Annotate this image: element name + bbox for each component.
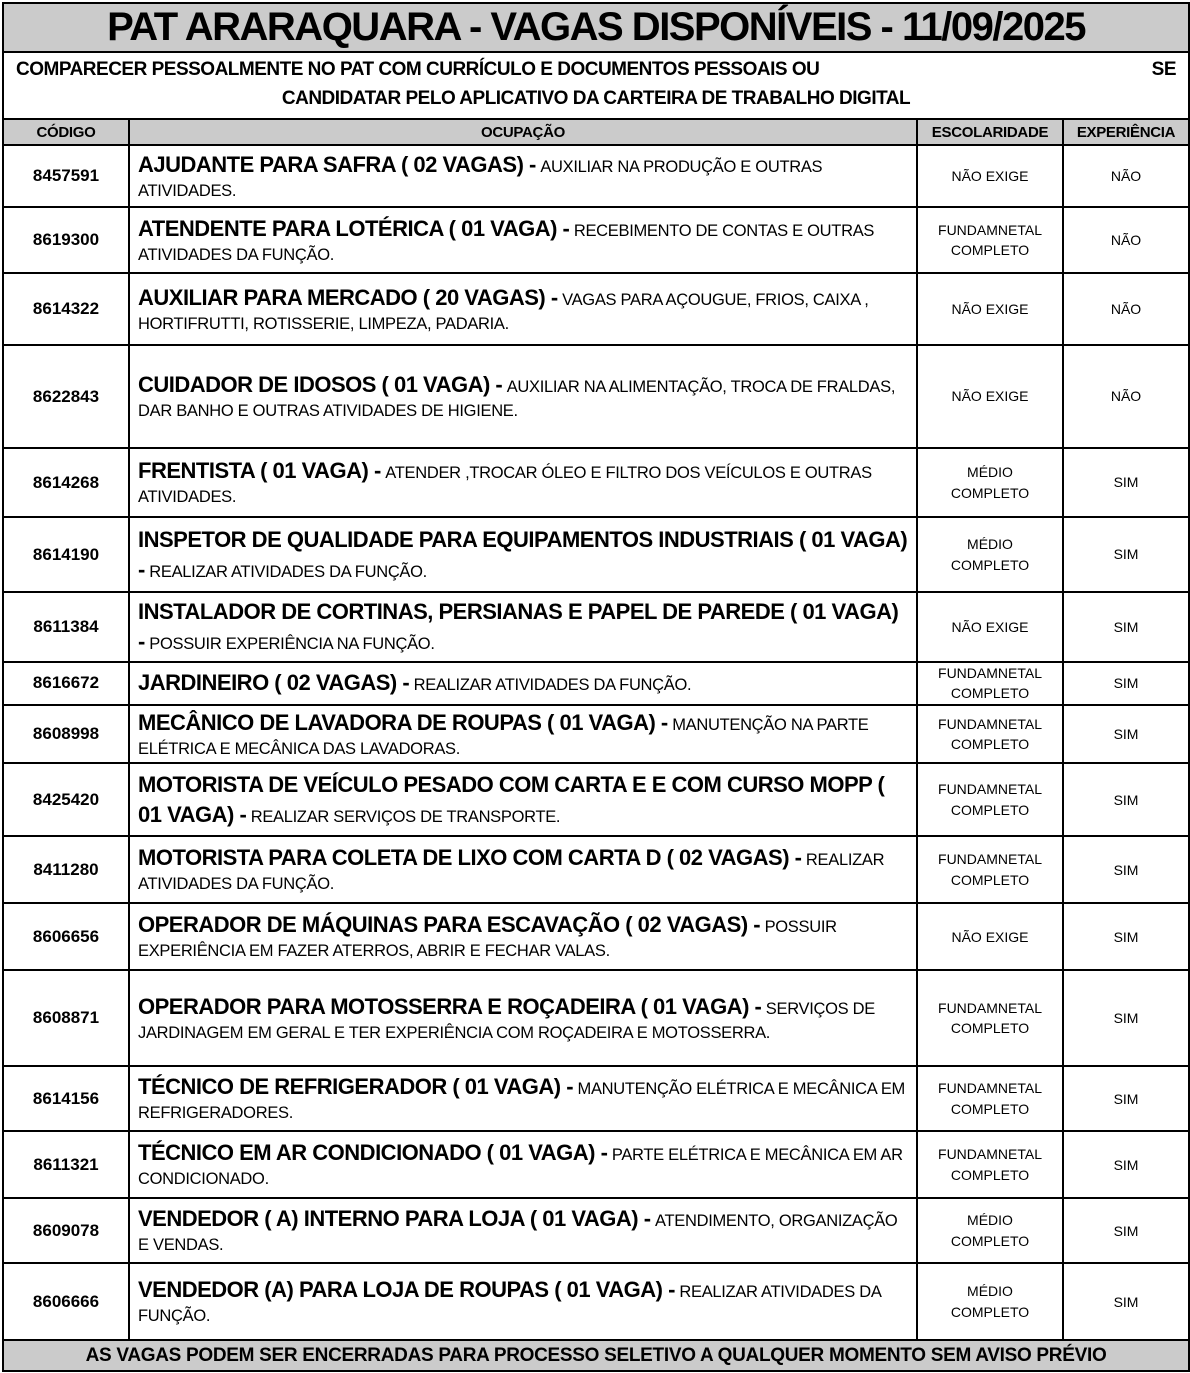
instructions-line1-right: SE	[1151, 59, 1177, 80]
job-experience-cell: SIM	[1063, 763, 1189, 836]
job-row	[3, 592, 1189, 662]
job-education-cell: MÉDIO COMPLETO	[917, 1263, 1063, 1340]
job-education-cell: NÃO EXIGE	[917, 145, 1063, 207]
job-row	[3, 1066, 1189, 1131]
job-occupation-cell	[129, 345, 917, 448]
job-occupation-cell	[129, 1263, 917, 1340]
instructions-line2: CANDIDATAR PELO APLICATIVO DA CARTEIRA DE TRABALHO DIGITAL	[281, 87, 911, 109]
job-description: MANUTENÇÃO NA PARTE ELÉTRICA E MECÂNICA DAS LAVADORAS.	[138, 715, 869, 758]
job-education-cell: MÉDIO COMPLETO	[917, 517, 1063, 592]
job-experience-cell: NÃO	[1063, 345, 1189, 448]
job-title: CUIDADOR DE IDOSOS ( 01 VAGA) -	[138, 372, 503, 398]
job-occupation-cell	[129, 763, 917, 836]
job-experience-cell: SIM	[1063, 1131, 1189, 1198]
job-occupation-cell	[129, 207, 917, 273]
job-occupation-cell	[129, 705, 917, 764]
job-education-cell: NÃO EXIGE	[917, 592, 1063, 662]
job-occupation-cell	[129, 592, 917, 662]
job-title: TÉCNICO EM AR CONDICIONADO ( 01 VAGA) -	[138, 1140, 608, 1166]
column-header-row	[3, 119, 1189, 145]
job-title: INSTALADOR DE CORTINAS, PERSIANAS E PAPEL DE PAREDE ( 01 VAGA) -	[138, 599, 899, 654]
job-row	[3, 207, 1189, 273]
job-row	[3, 836, 1189, 903]
job-code-cell: 8457591	[3, 145, 129, 207]
job-code-cell: 8606656	[3, 903, 129, 970]
job-occupation-cell	[129, 903, 917, 970]
job-code-cell: 8614268	[3, 448, 129, 517]
job-education-cell: FUNDAMNETAL COMPLETO	[917, 1131, 1063, 1198]
job-occupation-cell	[129, 836, 917, 903]
job-code-cell: 8614190	[3, 517, 129, 592]
job-experience-cell: SIM	[1063, 662, 1189, 705]
job-title: VENDEDOR (A) PARA LOJA DE ROUPAS ( 01 VAGA) -	[138, 1277, 675, 1303]
job-code-cell: 8606666	[3, 1263, 129, 1340]
job-row	[3, 970, 1189, 1066]
job-row	[3, 1131, 1189, 1198]
job-code-cell: 8611384	[3, 592, 129, 662]
job-row	[3, 345, 1189, 448]
job-description: PARTE ELÉTRICA E MECÂNICA EM AR CONDICIONADO.	[138, 1146, 903, 1189]
job-title: VENDEDOR ( A) INTERNO PARA LOJA ( 01 VAGA) -	[138, 1206, 651, 1232]
job-experience-cell: NÃO	[1063, 207, 1189, 273]
job-education-cell: NÃO EXIGE	[917, 273, 1063, 345]
job-code-cell: 8619300	[3, 207, 129, 273]
job-experience-cell: SIM	[1063, 1263, 1189, 1340]
page-title: PAT ARARAQUARA - VAGAS DISPONÍVEIS - 11/09/2025	[3, 3, 1189, 52]
job-education-cell: FUNDAMNETAL COMPLETO	[917, 207, 1063, 273]
job-experience-cell: SIM	[1063, 448, 1189, 517]
job-title: OPERADOR PARA MOTOSSERRA E ROÇADEIRA ( 01 VAGA) -	[138, 993, 762, 1019]
job-code-cell: 8611321	[3, 1131, 129, 1198]
column-header-education: ESCOLARIDADE	[917, 119, 1063, 145]
job-description: AUXILIAR NA PRODUÇÃO E OUTRAS ATIVIDADES.	[138, 157, 823, 200]
column-header-occupation: OCUPAÇÃO	[129, 119, 917, 145]
job-title: JARDINEIRO ( 02 VAGAS) -	[138, 670, 410, 696]
job-description: REALIZAR SERVIÇOS DE TRANSPORTE.	[250, 807, 561, 826]
job-experience-cell: SIM	[1063, 705, 1189, 764]
instructions-row	[3, 52, 1189, 119]
job-occupation-cell	[129, 145, 917, 207]
job-education-cell: FUNDAMNETAL COMPLETO	[917, 836, 1063, 903]
job-title: MOTORISTA PARA COLETA DE LIXO COM CARTA D ( 02 VAGAS) -	[138, 845, 802, 871]
job-experience-cell: SIM	[1063, 970, 1189, 1066]
job-description: REALIZAR ATIVIDADES DA FUNÇÃO.	[413, 676, 692, 695]
job-code-cell: 8614322	[3, 273, 129, 345]
job-row	[3, 1263, 1189, 1340]
job-row	[3, 705, 1189, 764]
job-code-cell: 8608998	[3, 705, 129, 764]
job-occupation-cell	[129, 448, 917, 517]
job-description: POSSUIR EXPERIÊNCIA NA FUNÇÃO.	[149, 635, 435, 653]
job-experience-cell: NÃO	[1063, 273, 1189, 345]
job-occupation-cell	[129, 273, 917, 345]
job-description: MANUTENÇÃO ELÉTRICA E MECÂNICA EM REFRIGERADORES.	[138, 1080, 906, 1123]
footer-notice: AS VAGAS PODEM SER ENCERRADAS PARA PROCESSO SELETIVO A QUALQUER MOMENTO SEM AVISO PRÉVIO	[3, 1340, 1189, 1371]
instructions-line1	[16, 56, 1176, 85]
job-title: ATENDENTE PARA LOTÉRICA ( 01 VAGA) -	[138, 215, 570, 241]
job-experience-cell: SIM	[1063, 592, 1189, 662]
job-title: AJUDANTE PARA SAFRA ( 02 VAGAS) -	[138, 151, 536, 177]
job-row	[3, 1198, 1189, 1263]
job-description: SERVIÇOS DE JARDINAGEM EM GERAL E TER EXPERIÊNCIA COM ROÇADEIRA E MOTOSSERRA.	[138, 999, 875, 1042]
job-description: ATENDER ,TROCAR ÓLEO E FILTRO DOS VEÍCULOS E OUTRAS ATIVIDADES.	[138, 464, 872, 507]
job-row	[3, 517, 1189, 592]
job-code-cell: 8609078	[3, 1198, 129, 1263]
job-experience-cell: SIM	[1063, 1066, 1189, 1131]
job-education-cell: MÉDIO COMPLETO	[917, 448, 1063, 517]
job-experience-cell: SIM	[1063, 1198, 1189, 1263]
job-education-cell: FUNDAMNETAL COMPLETO	[917, 1066, 1063, 1131]
job-experience-cell: SIM	[1063, 517, 1189, 592]
job-education-cell: FUNDAMNETAL COMPLETO	[917, 662, 1063, 705]
job-row	[3, 903, 1189, 970]
column-header-code: CÓDIGO	[3, 119, 129, 145]
job-education-cell: MÉDIO COMPLETO	[917, 1198, 1063, 1263]
job-title: INSPETOR DE QUALIDADE PARA EQUIPAMENTOS INDUSTRIAIS ( 01 VAGA) -	[138, 526, 908, 582]
job-experience-cell: SIM	[1063, 836, 1189, 903]
job-title: MECÂNICO DE LAVADORA DE ROUPAS ( 01 VAGA) -	[138, 709, 668, 735]
job-code-cell: 8608871	[3, 970, 129, 1066]
job-occupation-cell	[129, 1131, 917, 1198]
vacancies-table	[2, 2, 1190, 1372]
column-header-experience: EXPERIÊNCIA	[1063, 119, 1189, 145]
job-description: ATENDIMENTO, ORGANIZAÇÃO E VENDAS.	[138, 1212, 898, 1255]
job-education-cell: FUNDAMNETAL COMPLETO	[917, 763, 1063, 836]
job-row	[3, 273, 1189, 345]
job-row	[3, 662, 1189, 705]
job-code-cell: 8425420	[3, 763, 129, 836]
job-description: REALIZAR ATIVIDADES DA FUNÇÃO.	[138, 851, 885, 894]
footer-row	[3, 1340, 1189, 1371]
job-occupation-cell	[129, 1198, 917, 1263]
job-education-cell: FUNDAMNETAL COMPLETO	[917, 970, 1063, 1066]
job-education-cell: FUNDAMNETAL COMPLETO	[917, 705, 1063, 764]
job-title: TÉCNICO DE REFRIGERADOR ( 01 VAGA) -	[138, 1074, 574, 1100]
job-title: FRENTISTA ( 01 VAGA) -	[138, 458, 381, 484]
title-row	[3, 3, 1189, 52]
job-title: MOTORISTA DE VEÍCULO PESADO COM CARTA E E COM CURSO MOPP ( 01 VAGA) -	[138, 771, 885, 827]
job-description: REALIZAR ATIVIDADES DA FUNÇÃO.	[138, 1283, 881, 1326]
job-occupation-cell	[129, 970, 917, 1066]
job-title: OPERADOR DE MÁQUINAS PARA ESCAVAÇÃO ( 02 VAGAS) -	[138, 912, 761, 938]
job-description: VAGAS PARA AÇOUGUE, FRIOS, CAIXA , HORTIFRUTTI, ROTISSERIE, LIMPEZA, PADARIA.	[138, 290, 869, 333]
job-code-cell: 8622843	[3, 345, 129, 448]
job-occupation-cell	[129, 517, 917, 592]
job-row	[3, 763, 1189, 836]
job-code-cell: 8411280	[3, 836, 129, 903]
job-title: AUXILIAR PARA MERCADO ( 20 VAGAS) -	[138, 284, 558, 310]
job-occupation-cell	[129, 662, 917, 705]
job-education-cell: NÃO EXIGE	[917, 345, 1063, 448]
job-code-cell: 8616672	[3, 662, 129, 705]
job-row	[3, 145, 1189, 207]
job-experience-cell: SIM	[1063, 903, 1189, 970]
job-description: RECEBIMENTO DE CONTAS E OUTRAS ATIVIDADES DA FUNÇÃO.	[138, 221, 875, 264]
job-row	[3, 448, 1189, 517]
job-experience-cell: NÃO	[1063, 145, 1189, 207]
job-description: AUXILIAR NA ALIMENTAÇÃO, TROCA DE FRALDAS, DAR BANHO E OUTRAS ATIVIDADES DE HIGIENE.	[138, 378, 896, 421]
instructions-line1-left: COMPARECER PESSOALMENTE NO PAT COM CURRÍCULO E DOCUMENTOS PESSOAIS OU	[16, 59, 820, 80]
instructions-box	[3, 52, 1189, 119]
job-code-cell: 8614156	[3, 1066, 129, 1131]
job-description: POSSUIR EXPERIÊNCIA EM FAZER ATERROS, ABRIR E FECHAR VALAS.	[138, 918, 837, 961]
job-description: REALIZAR ATIVIDADES DA FUNÇÃO.	[149, 562, 427, 581]
job-education-cell: NÃO EXIGE	[917, 903, 1063, 970]
job-occupation-cell	[129, 1066, 917, 1131]
